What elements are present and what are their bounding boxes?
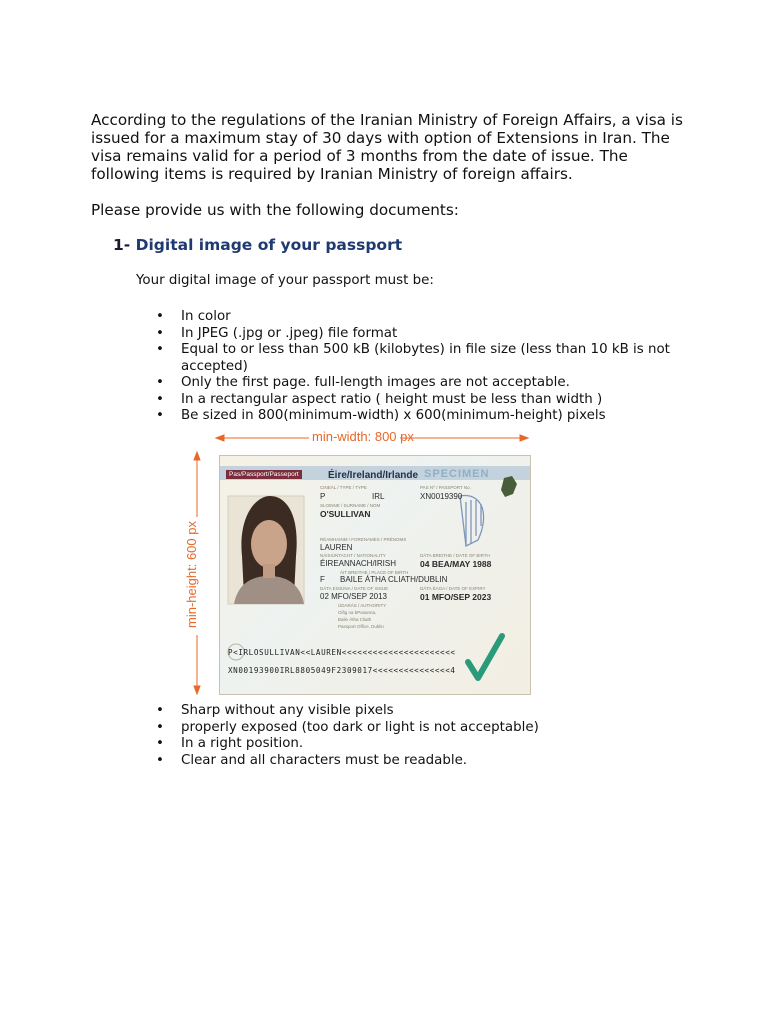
section-heading bbox=[113, 236, 402, 254]
section-subtitle: Your digital image of your passport must be: bbox=[136, 273, 434, 288]
label-number: PAS Nº / PASSPORT No. bbox=[420, 485, 471, 490]
mrz-line-1: P<IRLOSULLIVAN<<LAUREN<<<<<<<<<<<<<<<<<<<<<< bbox=[228, 648, 456, 657]
passport-expiry-date: 01 MFO/SEP 2023 bbox=[420, 592, 492, 602]
list-item: • In JPEG (.jpg or .jpeg) file format bbox=[154, 326, 674, 343]
authority-line-3: Passport Office, Dublin bbox=[338, 624, 384, 629]
quality-list bbox=[154, 703, 674, 769]
section-title: Digital image of your passport bbox=[135, 236, 403, 254]
passport-size-figure bbox=[185, 425, 535, 700]
approved-check-icon bbox=[220, 456, 530, 694]
list-item: • In a rectangular aspect ratio ( height must be less than width ) bbox=[154, 392, 674, 409]
authority-line-2: Baile Átha Cliath bbox=[338, 617, 372, 622]
label-place-of-birth: ÁIT BREITHE / PLACE OF BIRTH bbox=[340, 570, 409, 575]
list-item: • Equal to or less than 500 kB (kilobytes) in file size (less than 10 kB is not accepted) bbox=[154, 342, 674, 375]
passport-nationality: ÉIREANNACH/IRISH bbox=[320, 559, 397, 568]
mrz-line-2: XN00193900IRL8805049F2309017<<<<<<<<<<<<<<<4 bbox=[228, 666, 456, 675]
intro-paragraph: According to the regulations of the Iranian Ministry of Foreign Affairs, a visa is issued for a maximum stay of 30 days with option of Extensions in Iran. The visa remains valid for a period of 3 months from the date of issue. The following items is required by Iranian Ministry of foreign affairs. bbox=[91, 111, 683, 183]
list-item: • properly exposed (too dark or light is not acceptable) bbox=[154, 720, 674, 737]
list-item: • Sharp without any visible pixels bbox=[154, 703, 674, 720]
list-item: • Only the first page. full-length images are not acceptable. bbox=[154, 375, 674, 392]
label-nationality: NÁISIÚNTACHT / NATIONALITY bbox=[320, 553, 386, 558]
label-type: CINEÁL / TYPE / TYPE bbox=[320, 485, 367, 490]
passport-issue-date: 02 MFO/SEP 2013 bbox=[320, 592, 387, 601]
passport-sex: F bbox=[320, 575, 325, 584]
documents-lead: Please provide us with the following documents: bbox=[91, 201, 459, 219]
list-item: • Be sized in 800(minimum-width) x 600(minimum-height) pixels bbox=[154, 408, 674, 425]
passport-number: XN0019390 bbox=[420, 492, 463, 501]
specimen-mark: SPECIMEN bbox=[424, 468, 490, 480]
passport-image bbox=[219, 455, 531, 695]
list-item: • Clear and all characters must be readable. bbox=[154, 753, 674, 770]
passport-tag: Pas/Passport/Passeport bbox=[226, 470, 302, 479]
passport-place-of-birth: BAILE ÁTHA CLIATH/DUBLIN bbox=[340, 575, 448, 584]
label-surname: SLOINNE / SURNAME / NOM bbox=[320, 503, 381, 508]
label-issue-date: DÁTA EISIÚNA / DATE OF ISSUE bbox=[320, 586, 389, 591]
requirements-list bbox=[154, 309, 674, 425]
list-item: • In color bbox=[154, 309, 674, 326]
passport-country: Éire/Ireland/Irlande bbox=[328, 470, 419, 481]
list-item: • In a right position. bbox=[154, 736, 674, 753]
authority-line-1: Oifig na bPasanna, bbox=[338, 610, 377, 615]
passport-surname: O'SULLIVAN bbox=[320, 509, 371, 519]
label-expiry-date: DÁTA ÉAGA / DATE OF EXPIRY bbox=[420, 586, 486, 591]
label-authority: ÚDARÁS / AUTHORITY bbox=[338, 603, 387, 608]
passport-given-name: LAUREN bbox=[320, 543, 353, 552]
passport-dob: 04 BEA/MAY 1988 bbox=[420, 559, 492, 569]
section-number: 1- bbox=[113, 236, 131, 254]
min-height-label: min-height: 600 px bbox=[183, 521, 199, 628]
min-width-label: min-width: 800 px bbox=[312, 429, 414, 444]
label-dob: DÁTA BREITHE / DATE OF BIRTH bbox=[420, 553, 490, 558]
passport-type: P bbox=[320, 492, 326, 501]
label-given-name: RÉAMHAINM / FORENAMES / PRÉNOMS bbox=[320, 537, 407, 542]
passport-code: IRL bbox=[372, 492, 385, 501]
